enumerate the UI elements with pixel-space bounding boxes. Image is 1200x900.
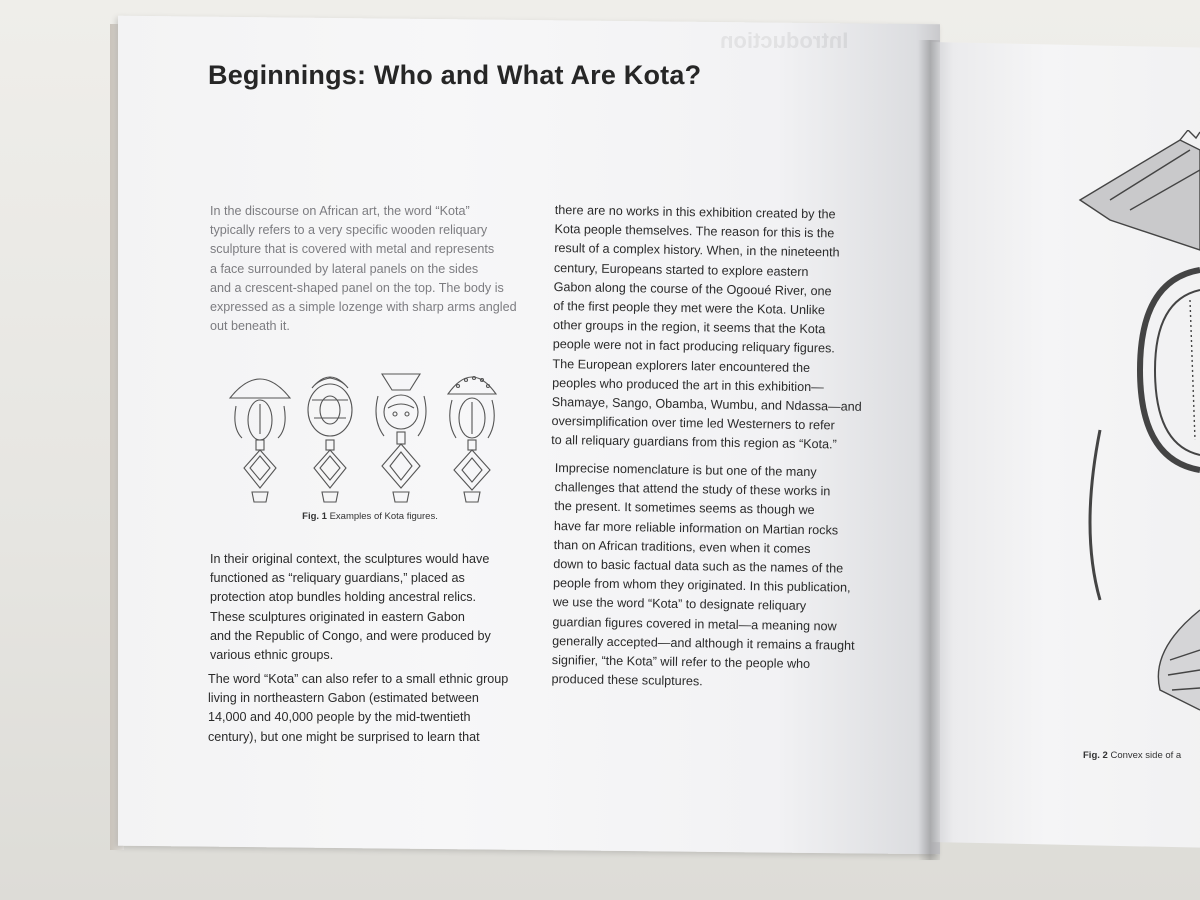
- kota-figure-4: [448, 377, 496, 503]
- figure-2-label: Fig. 2: [1083, 750, 1108, 761]
- kota-reliquary-drawing: [1040, 130, 1200, 720]
- kota-figure-2: [308, 377, 352, 502]
- figure-1-label: Fig. 1: [302, 511, 327, 522]
- figure-1-caption: [210, 511, 530, 522]
- page-title: Beginnings: Who and What Are Kota?: [208, 60, 702, 91]
- book-gutter: [918, 40, 940, 860]
- kota-figure-3: [376, 374, 426, 502]
- figure-2-caption: [1083, 750, 1181, 761]
- figure-1-text: Examples of Kota figures.: [329, 511, 438, 522]
- ethnic-group-paragraph: The word “Kota” can also refer to a small ethnic group living in northeastern Gabon (estimated between 14,000 and 40,000 people by the mid-twentieth century), but one might be surprised to learn that: [208, 672, 509, 744]
- context-paragraph: In their original context, the sculptures would have functioned as “reliquary guardians,” placed as protection atop bundles holding ancestral relics. These sculptures originated in eastern Gabon and the Republic of Congo, and were produced by various ethnic groups.: [210, 552, 491, 663]
- figure-2-text: Convex side of a: [1110, 750, 1182, 761]
- show-through-text: Introduction: [720, 28, 849, 53]
- intro-paragraph: In the discourse on African art, the word “Kota” typically refers to a very specific wooden reliquary sculpture that is covered with metal and represents a face surrounded by lateral panels on the sides and a crescent-shaped panel on the top. The body is expressed as a simple lozenge with sharp arms angled out beneath it.: [210, 204, 517, 334]
- kota-figures-illustration: [222, 360, 522, 505]
- history-paragraph: there are no works in this exhibition created by the Kota people themselves. The reason for this is the result of a complex history. When, in the nineteenth century, Europeans started to explore eastern Gabon along the course of the Ogooué River, one of the first people they met were the Kota. Unlike other groups in the region, it seems that the Kota people were not in fact producing reliquary figures. The European explorers later encountered the peoples who produced the art in this exhibition— Shamaye, Sango, Obamba, Wumbu, and Ndassa—and oversimplification over time led Westerners to refer to all reliquary guardians from this region as “Kota.”: [551, 202, 862, 452]
- nomenclature-paragraph: Imprecise nomenclature is but one of the many challenges that attend the study of these works in the present. It sometimes seems as though we have far more reliable information on Martian rocks than on African traditions, even when it comes down to basic factual data such as the names of the people from whom they originated. In this publication, we use the word “Kota” to designate reliquary guardian figures covered in metal—a meaning now generally accepted—and although it remains a fraught signifier, “the Kota” will refer to the people who produced these sculptures.: [551, 460, 855, 689]
- kota-figure-1: [230, 379, 290, 502]
